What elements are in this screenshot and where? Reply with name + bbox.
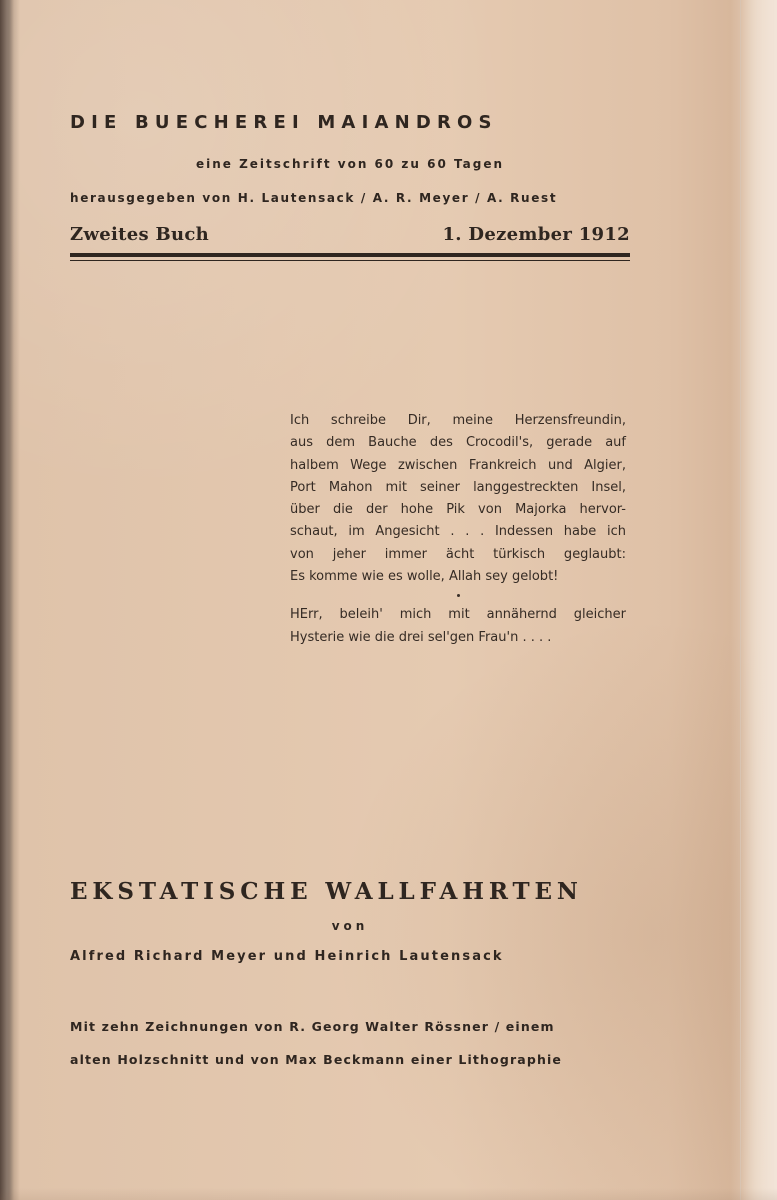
epigraph-line: halbem Wege zwischen Frankreich und Algier, xyxy=(290,457,626,473)
epigraph-separator xyxy=(290,588,626,604)
epigraph-line: Hysterie wie die drei sel'gen Frau'n . . . . xyxy=(290,629,552,645)
page-right-edge xyxy=(740,0,777,1200)
epigraph-line: über die der hohe Pik von Majorka hervor- xyxy=(290,502,626,518)
epigraph-line: HErr, beleih' mich mit annähernd gleicher xyxy=(290,607,626,623)
issue-date: 1. Dezember 1912 xyxy=(442,224,630,245)
illustrations-line-2: alten Holzschnitt und von Max Beckmann einer Lithographie xyxy=(70,1052,563,1067)
work-title: EKSTATISCHE WALLFAHRTEN xyxy=(70,878,583,905)
epigraph-line: von jeher immer ächt türkisch geglaubt: xyxy=(290,546,626,562)
epigraph-block xyxy=(290,410,626,649)
by-line: von xyxy=(331,919,369,933)
separator-dot-icon xyxy=(457,594,460,597)
illustrations-line-1: Mit zehn Zeichnungen von R. Georg Walter Rössner / einem xyxy=(70,1019,555,1034)
epigraph-line: aus dem Bauche des Crocodil's, gerade auf xyxy=(290,435,626,451)
epigraph-line: Es komme wie es wolle, Allah sey gelobt! xyxy=(290,569,559,585)
epigraph-line: Ich schreibe Dir, meine Herzensfreundin, xyxy=(290,413,626,428)
masthead-rules xyxy=(70,253,630,263)
page-spine-shadow xyxy=(0,0,14,1200)
series-title: DIE BUECHEREI MAIANDROS xyxy=(70,112,498,133)
authors-line: Alfred Richard Meyer und Heinrich Lautensack xyxy=(70,949,504,964)
thick-rule xyxy=(70,253,630,257)
page-bottom-shadow xyxy=(0,1188,777,1200)
issue-row xyxy=(70,224,630,245)
book-number: Zweites Buch xyxy=(70,224,210,245)
epigraph-line: schaut, im Angesicht . . . Indessen habe ich xyxy=(290,524,626,540)
editors-line: herausgegeben von H. Lautensack / A. R. Meyer / A. Ruest xyxy=(70,191,558,205)
series-subtitle: eine Zeitschrift von 60 zu 60 Tagen xyxy=(195,157,505,171)
epigraph-line: Port Mahon mit seiner langgestreckten Insel, xyxy=(290,479,626,495)
thin-rule xyxy=(70,260,630,261)
